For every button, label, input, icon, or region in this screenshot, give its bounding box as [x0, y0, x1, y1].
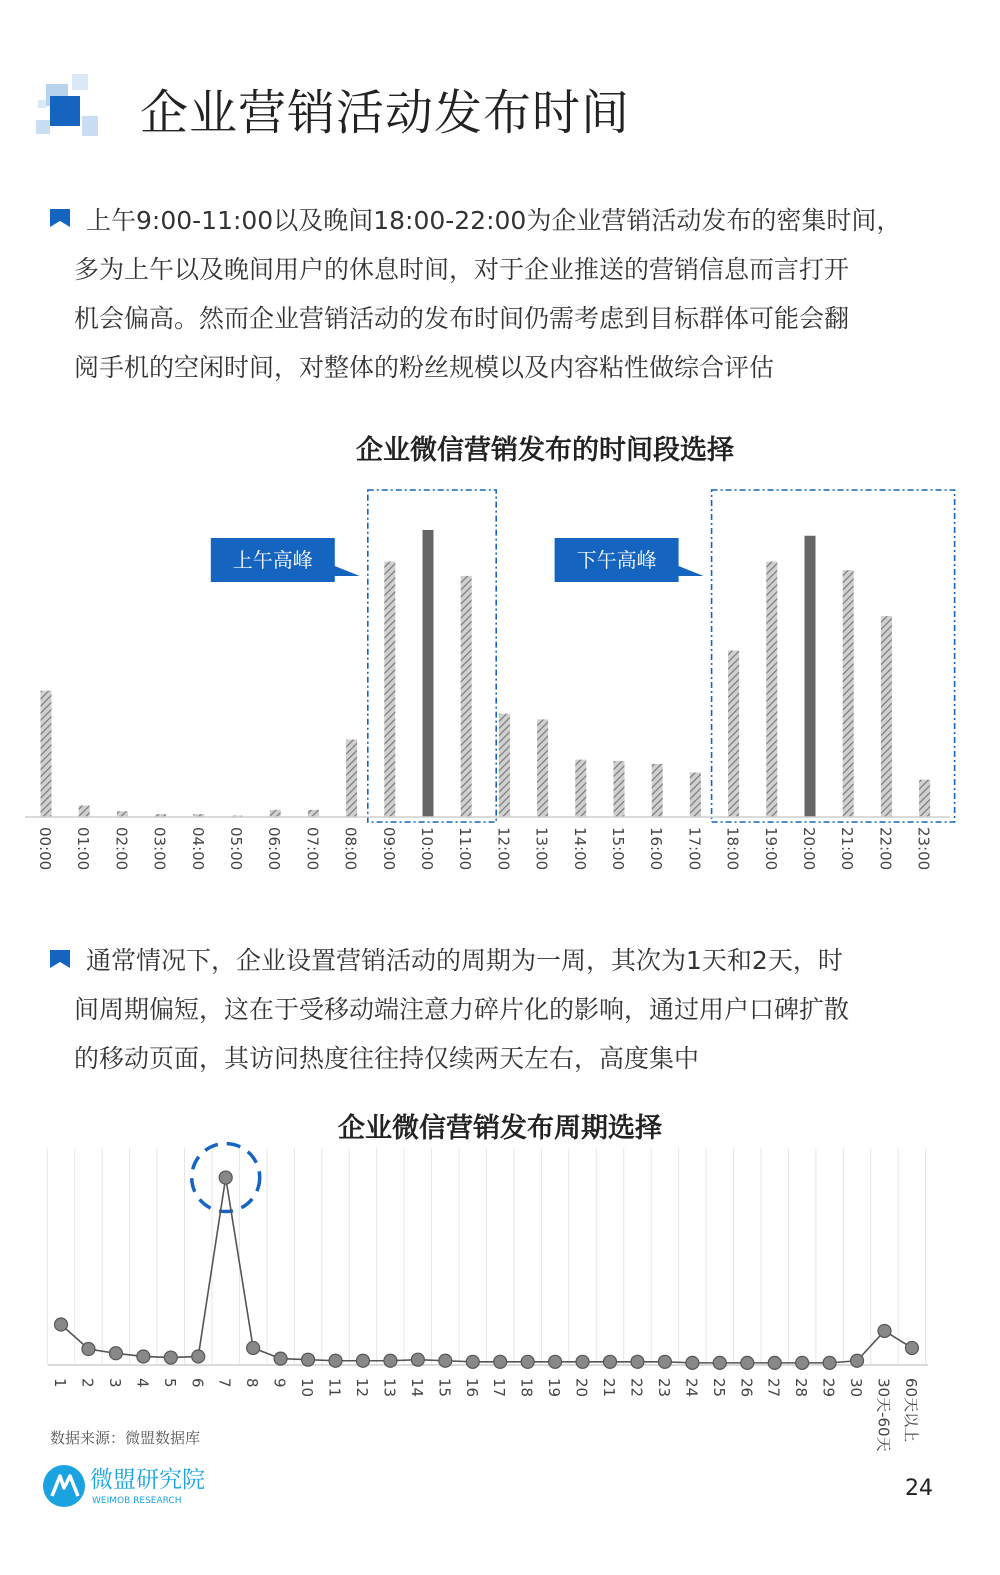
section1-paragraph [74, 196, 954, 392]
x-tick-label: 2 [78, 1378, 97, 1388]
x-tick-label: 08:00 [341, 827, 360, 871]
x-tick-label: 26 [737, 1378, 756, 1398]
x-tick-label: 8 [243, 1378, 262, 1388]
x-tick-label: 00:00 [36, 827, 54, 871]
x-tick-label: 11 [325, 1378, 344, 1398]
x-tick-label: 12 [352, 1378, 371, 1398]
x-tick-label: 11:00 [456, 827, 475, 871]
x-tick-label: 24 [682, 1378, 701, 1398]
point-15 [439, 1354, 452, 1367]
section1-line: 阅手机的空闲时间，对整体的粉丝规模以及内容粘性做综合评估 [74, 353, 775, 382]
x-tick-label: 16:00 [647, 827, 666, 871]
point-18 [521, 1355, 534, 1368]
point-7 [219, 1171, 232, 1184]
point-29 [823, 1356, 836, 1369]
x-tick-label: 5 [160, 1378, 179, 1388]
x-tick-label: 1 [51, 1378, 69, 1388]
x-tick-label: 23:00 [914, 827, 933, 871]
bar-23:00 [919, 780, 930, 817]
x-tick-label: 04:00 [188, 827, 207, 871]
section1-line: 机会偏高。然而企业营销活动的发布时间仍需考虑到目标群体可能会翻 [74, 304, 850, 333]
point-19 [549, 1355, 562, 1368]
x-tick-label: 30天-60天 [874, 1378, 893, 1452]
x-tick-label: 20:00 [800, 827, 818, 871]
x-tick-label: 05:00 [227, 827, 245, 871]
x-tick-label: 09:00 [379, 827, 398, 871]
cycle-line-chart [0, 1140, 1000, 1470]
x-tick-label: 25 [709, 1378, 728, 1398]
bar-09:00 [384, 562, 395, 817]
point-3 [109, 1347, 122, 1360]
x-tick-label: 19 [545, 1378, 564, 1398]
page-title: 企业营销活动发布时间 [140, 85, 631, 141]
point-9 [274, 1352, 287, 1365]
x-tick-label: 22 [627, 1378, 646, 1398]
bar-17:00 [690, 773, 701, 817]
x-tick-label: 21:00 [838, 827, 857, 871]
point-26 [741, 1356, 754, 1369]
bar-01:00 [79, 806, 90, 817]
x-tick-label: 10:00 [418, 827, 436, 871]
x-tick-label: 60天以上 [901, 1378, 920, 1443]
point-22 [631, 1355, 644, 1368]
x-tick-label: 13 [380, 1378, 399, 1398]
point-60天以上 [905, 1341, 918, 1354]
x-tick-label: 01:00 [74, 827, 93, 871]
bookmark-bullet-icon [50, 209, 70, 227]
bar-21:00 [843, 570, 854, 817]
point-27 [768, 1356, 781, 1369]
x-tick-label: 03:00 [150, 827, 169, 871]
x-tick-label: 20 [572, 1378, 591, 1398]
point-30天-60天 [878, 1324, 891, 1337]
bookmark-bullet-icon [50, 950, 70, 968]
x-tick-label: 02:00 [112, 827, 131, 871]
point-11 [329, 1354, 342, 1367]
x-tick-label: 9 [270, 1378, 289, 1388]
x-tick-label: 6 [188, 1378, 207, 1388]
peak-callout-label: 下午高峰 [576, 548, 657, 572]
x-tick-label: 21 [600, 1378, 618, 1398]
x-tick-label: 3 [105, 1378, 124, 1388]
section1-line: 多为上午以及晚间用户的休息时间，对于企业推送的营销信息而言打开 [74, 255, 850, 284]
bar-06:00 [270, 810, 281, 817]
bar-22:00 [881, 616, 892, 817]
bar-08:00 [346, 740, 357, 817]
x-tick-label: 15 [435, 1378, 454, 1398]
bar-07:00 [308, 810, 319, 817]
point-6 [192, 1350, 205, 1363]
point-13 [384, 1354, 397, 1367]
x-tick-label: 10 [298, 1378, 317, 1398]
title-logo-squares [36, 74, 100, 138]
peak-callout-label: 上午高峰 [232, 548, 313, 572]
x-tick-label: 30 [847, 1378, 866, 1398]
x-tick-label: 12:00 [494, 827, 513, 871]
bar-12:00 [499, 714, 510, 817]
x-tick-label: 16 [462, 1378, 481, 1398]
cycle-chart-title: 企业微信营销发布周期选择 [338, 1113, 662, 1144]
bar-00:00 [41, 691, 52, 817]
x-tick-label: 14:00 [570, 827, 589, 871]
section1-line: 上午9:00-11:00以及晚间18:00-22:00为企业营销活动发布的密集时间， [86, 206, 902, 235]
x-tick-label: 07:00 [303, 827, 322, 871]
source-note: 数据来源：微盟数据库 [50, 1429, 201, 1447]
x-tick-label: 27 [764, 1378, 783, 1398]
point-12 [356, 1354, 369, 1367]
point-10 [302, 1353, 315, 1366]
x-tick-label: 18:00 [723, 827, 742, 871]
x-tick-label: 29 [819, 1378, 838, 1398]
point-5 [164, 1351, 177, 1364]
x-tick-label: 17 [490, 1378, 509, 1398]
bar-02:00 [117, 811, 128, 817]
section2-line: 通常情况下，企业设置营销活动的周期为一周，其次为1天和2天，时 [86, 946, 843, 975]
brand-name: 微盟研究院 [90, 1467, 205, 1493]
page-number: 24 [905, 1476, 933, 1501]
bar-16:00 [652, 764, 663, 817]
x-tick-label: 4 [133, 1378, 152, 1388]
hourly-bar-chart [0, 470, 1000, 890]
x-tick-label: 15:00 [609, 827, 627, 871]
x-tick-label: 06:00 [265, 827, 284, 871]
section2-paragraph [74, 936, 954, 1083]
x-tick-label: 17:00 [685, 827, 704, 871]
point-24 [686, 1356, 699, 1369]
x-tick-label: 28 [792, 1378, 811, 1398]
x-tick-label: 13:00 [532, 827, 551, 871]
bar-11:00 [461, 576, 472, 817]
point-4 [137, 1350, 150, 1363]
bar-20:00 [805, 536, 816, 817]
point-21 [604, 1355, 617, 1368]
point-23 [658, 1355, 671, 1368]
bar-13:00 [537, 719, 548, 817]
point-25 [713, 1356, 726, 1369]
brand-subtitle: WEIMOB RESEARCH [92, 1496, 182, 1506]
bar-18:00 [728, 651, 739, 817]
section2-line: 的移动页面，其访问热度往往持仅续两天左右，高度集中 [74, 1044, 700, 1073]
x-tick-label: 19:00 [761, 827, 780, 871]
point-14 [411, 1353, 424, 1366]
x-tick-label: 18 [517, 1378, 536, 1398]
bar-14:00 [575, 760, 586, 817]
point-2 [82, 1343, 95, 1356]
brand-logo [40, 1462, 240, 1512]
peak-range-box [712, 490, 955, 822]
x-tick-label: 22:00 [876, 827, 895, 871]
point-20 [576, 1355, 589, 1368]
x-tick-label: 14 [407, 1378, 426, 1398]
x-tick-label: 7 [215, 1378, 234, 1388]
section2-line: 间周期偏短，这在于受移动端注意力碎片化的影响，通过用户口碑扩散 [74, 995, 850, 1024]
x-tick-label: 23 [654, 1378, 673, 1398]
point-1 [55, 1318, 68, 1331]
hourly-chart-title: 企业微信营销发布的时间段选择 [356, 435, 734, 466]
point-17 [494, 1355, 507, 1368]
point-28 [796, 1356, 809, 1369]
bar-10:00 [423, 530, 434, 817]
point-16 [466, 1355, 479, 1368]
bar-15:00 [614, 761, 625, 817]
point-8 [247, 1341, 260, 1354]
bar-19:00 [766, 562, 777, 817]
point-30 [851, 1354, 864, 1367]
